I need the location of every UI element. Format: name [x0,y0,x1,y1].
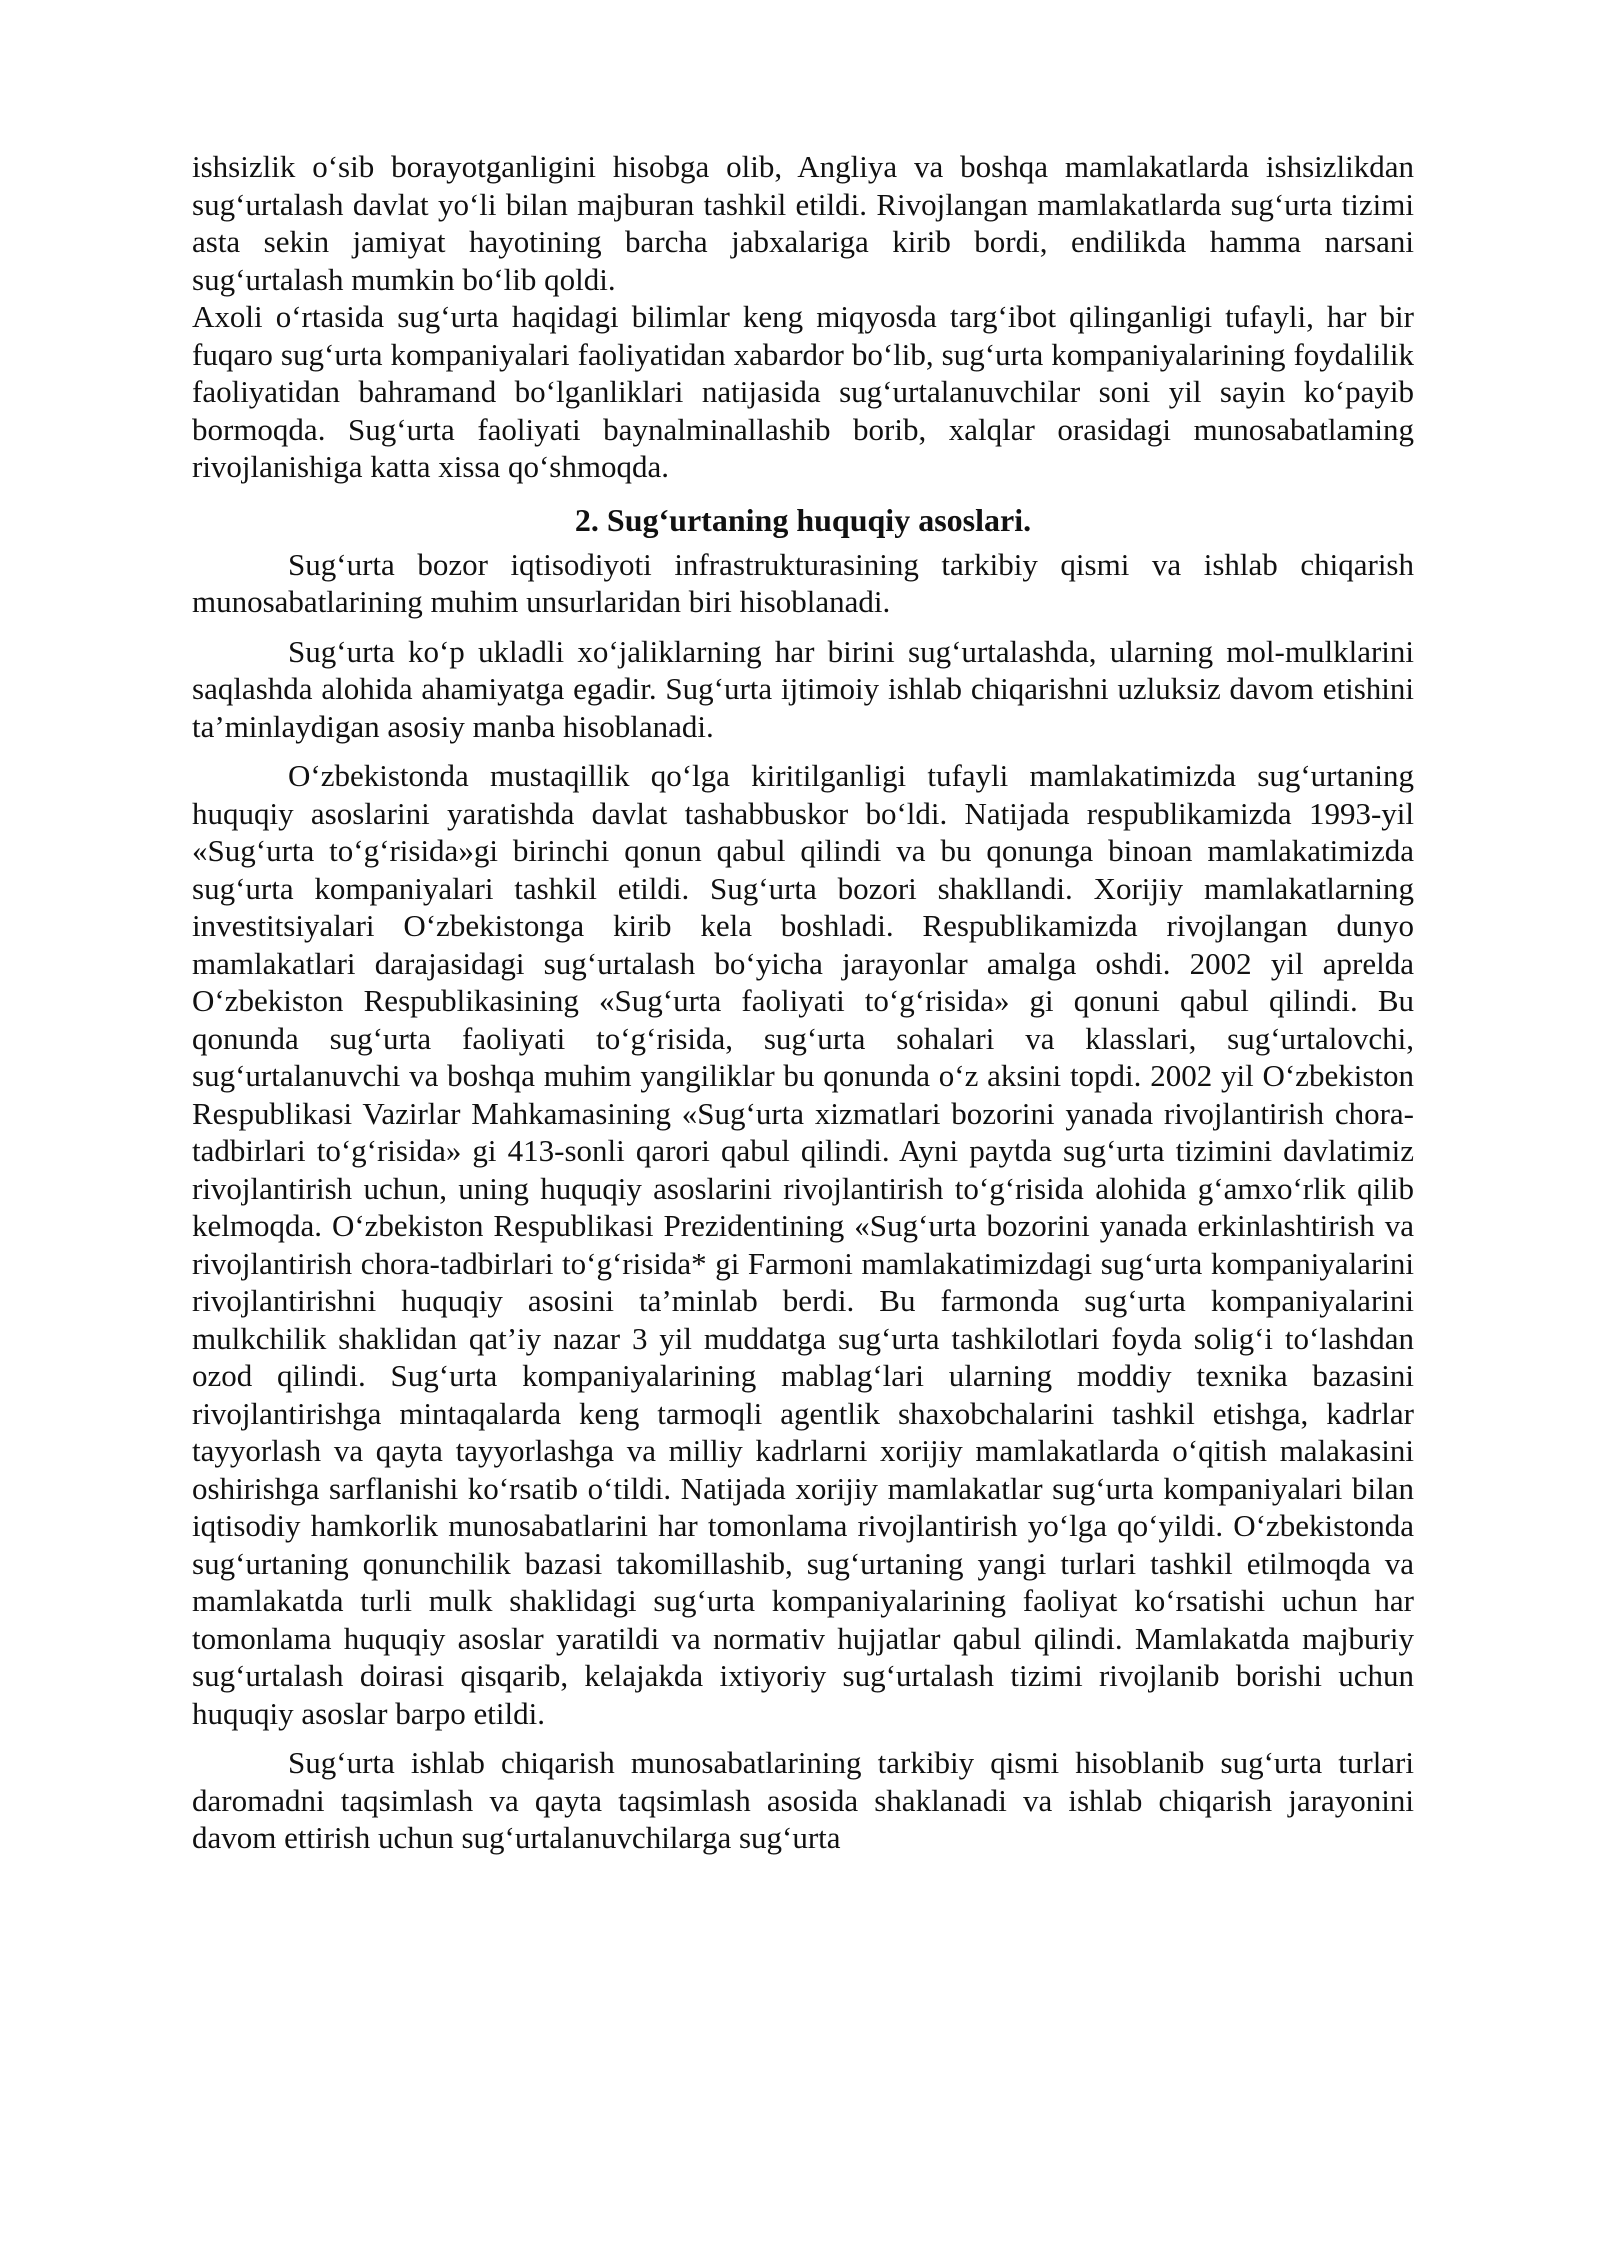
section-heading: 2. Sug‘urtaning huquqiy asoslari. [574,501,1032,538]
intro-paragraph-2: Axoli o‘rtasida sug‘urta haqidagi bilimlar keng miqyosda targ‘ibot qilinganligi tufayli, har bir fuqaro sug‘urta kompaniyalari faoliyatidan xabardor bo‘lib, sug‘urta kompaniyalarining foydalilik faoliyatidan bahramand bo‘lganliklari natijasida sug‘urtalanuvchilar soni yil sayin ko‘payib bormoqda. Sug‘urta faoliyati baynalminallashib borib, xalqlar orasidagi munosabatlaming rivojlanishiga katta xissa qo‘shmoqda. [192,299,1414,484]
intro-paragraph-1: ishsizlik o‘sib borayotganligini hisobga olib, Angliya va boshqa mamlakatlarda ishsizlikdan sug‘urtalash davlat yo‘li bilan majburan tashkil etildi. Rivojlangan mamlakatlarda sug‘urta tizimi asta sekin jamiyat hayotining barcha jabxalariga kirib bordi, endilikda hamma narsani sug‘urtalash mumkin bo‘lib qoldi. [192,149,1414,297]
document-page [192,148,1414,1857]
section-paragraph-2: Sug‘urta ko‘p ukladli xo‘jaliklarning har birini sug‘urtalashda, ularning mol-mulklarini saqlashda alohida ahamiyatga egadir. Sug‘urta ijtimoiy ishlab chiqarishni uzluksiz davom etishini ta’minlaydigan asosiy manba hisoblanadi. [192,633,1414,744]
section-paragraph-1: Sug‘urta bozor iqtisodiyoti infrastrukturasining tarkibiy qismi va ishlab chiqarish munosabatlarining muhim unsurlaridan biri hisoblanadi. [192,546,1414,619]
section-paragraph-4: Sug‘urta ishlab chiqarish munosabatlarining tarkibiy qismi hisoblanib sug‘urta turlari daromadni taqsimlash va qayta taqsimlash asosida shaklanadi va ishlab chiqarish jarayonini davom ettirish uchun sug‘urtalanuvchilarga sug‘urta [192,1745,1414,1855]
section-paragraph-3: O‘zbekistonda mustaqillik qo‘lga kiritilganligi tufayli mamlakatimizda sug‘urtaning huquqiy asoslarini yaratishda davlat tashabbuskor bo‘ldi. Natijada respublikamizda 1993-yil «Sug‘urta to‘g‘risida»gi birinchi qonun qabul qilindi va bu qonunga binoan mamlakatimizda sug‘urta kompaniyalari tashkil etildi. Sug‘urta bozori shakllandi. Xorijiy mamlakatlarning investitsiyalari O‘zbekistonga kirib kela boshladi. Respublikamizda rivojlangan dunyo mamlakatlari darajasidagi sug‘urtalash bo‘yicha jarayonlar amalga oshdi. 2002 yil aprelda O‘zbekiston Respublikasining «Sug‘urta faoliyati to‘g‘risida» gi qonuni qabul qilindi. Bu qonunda sug‘urta faoliyati to‘g‘risida, sug‘urta sohalari va klasslari, sug‘urtalovchi, sug‘urtalanuvchi va boshqa muhim yangiliklar bu qonunda o‘z aksini topdi. 2002 yil O‘zbekiston Respublikasi Vazirlar Mahkamasining «Sug‘urta xizmatlari bozorini yanada rivojlantirish chora-tadbirlari to‘g‘risida» gi 413-sonli qarori qabul qilindi. Ayni paytda sug‘urta tizimini davlatimiz rivojlantirish uchun, uning huquqiy asoslarini rivojlantirish to‘g‘risida alohida g‘amxo‘rlik qilib kelmoqda. O‘zbekiston Respublikasi Prezidentining «Sug‘urta bozorini yanada erkinlashtirish va rivojlantirish chora-tadbirlari to‘g‘risida* gi Farmoni mamlakatimizdagi sug‘urta kompaniyalarini rivojlantirishni huquqiy asosini ta’minlab berdi. Bu farmonda sug‘urta kompaniyalarini mulkchilik shaklidan qat’iy nazar 3 yil muddatga sug‘urta tashkilotlari foyda solig‘i to‘lashdan ozod qilindi. Sug‘urta kompaniyalarining mablag‘lari ularning moddiy texnika bazasini rivojlantirishga mintaqalarda keng tarmoqli agentlik shaxobchalarini tashkil etishga, kadrlar tayyorlash va qayta tayyorlashga va milliy kadrlarni xorijiy mamlakatlarda o‘qitish malakasini oshirishga sarflanishi ko‘rsatib o‘tildi. Natijada xorijiy mamlakatlar sug‘urta kompaniyalari bilan iqtisodiy hamkorlik munosabatlarini har tomonlama rivojlantirish yo‘lga qo‘yildi. O‘zbekistonda sug‘urtaning qonunchilik bazasi takomillashib, sug‘urtaning yangi turlari tashkil etilmoqda va mamlakatda turli mulk shaklidagi sug‘urta kompaniyalarining faoliyat ko‘rsatishi uchun har tomonlama huquqiy asoslar yaratildi va normativ hujjatlar qabul qilindi. Mamlakatda majburiy sug‘urtalash doirasi qisqarib, kelajakda ixtiyoriy sug‘urtalash tizimi rivojlanib borishi uchun huquqiy asoslar barpo etildi. [192,758,1414,1731]
